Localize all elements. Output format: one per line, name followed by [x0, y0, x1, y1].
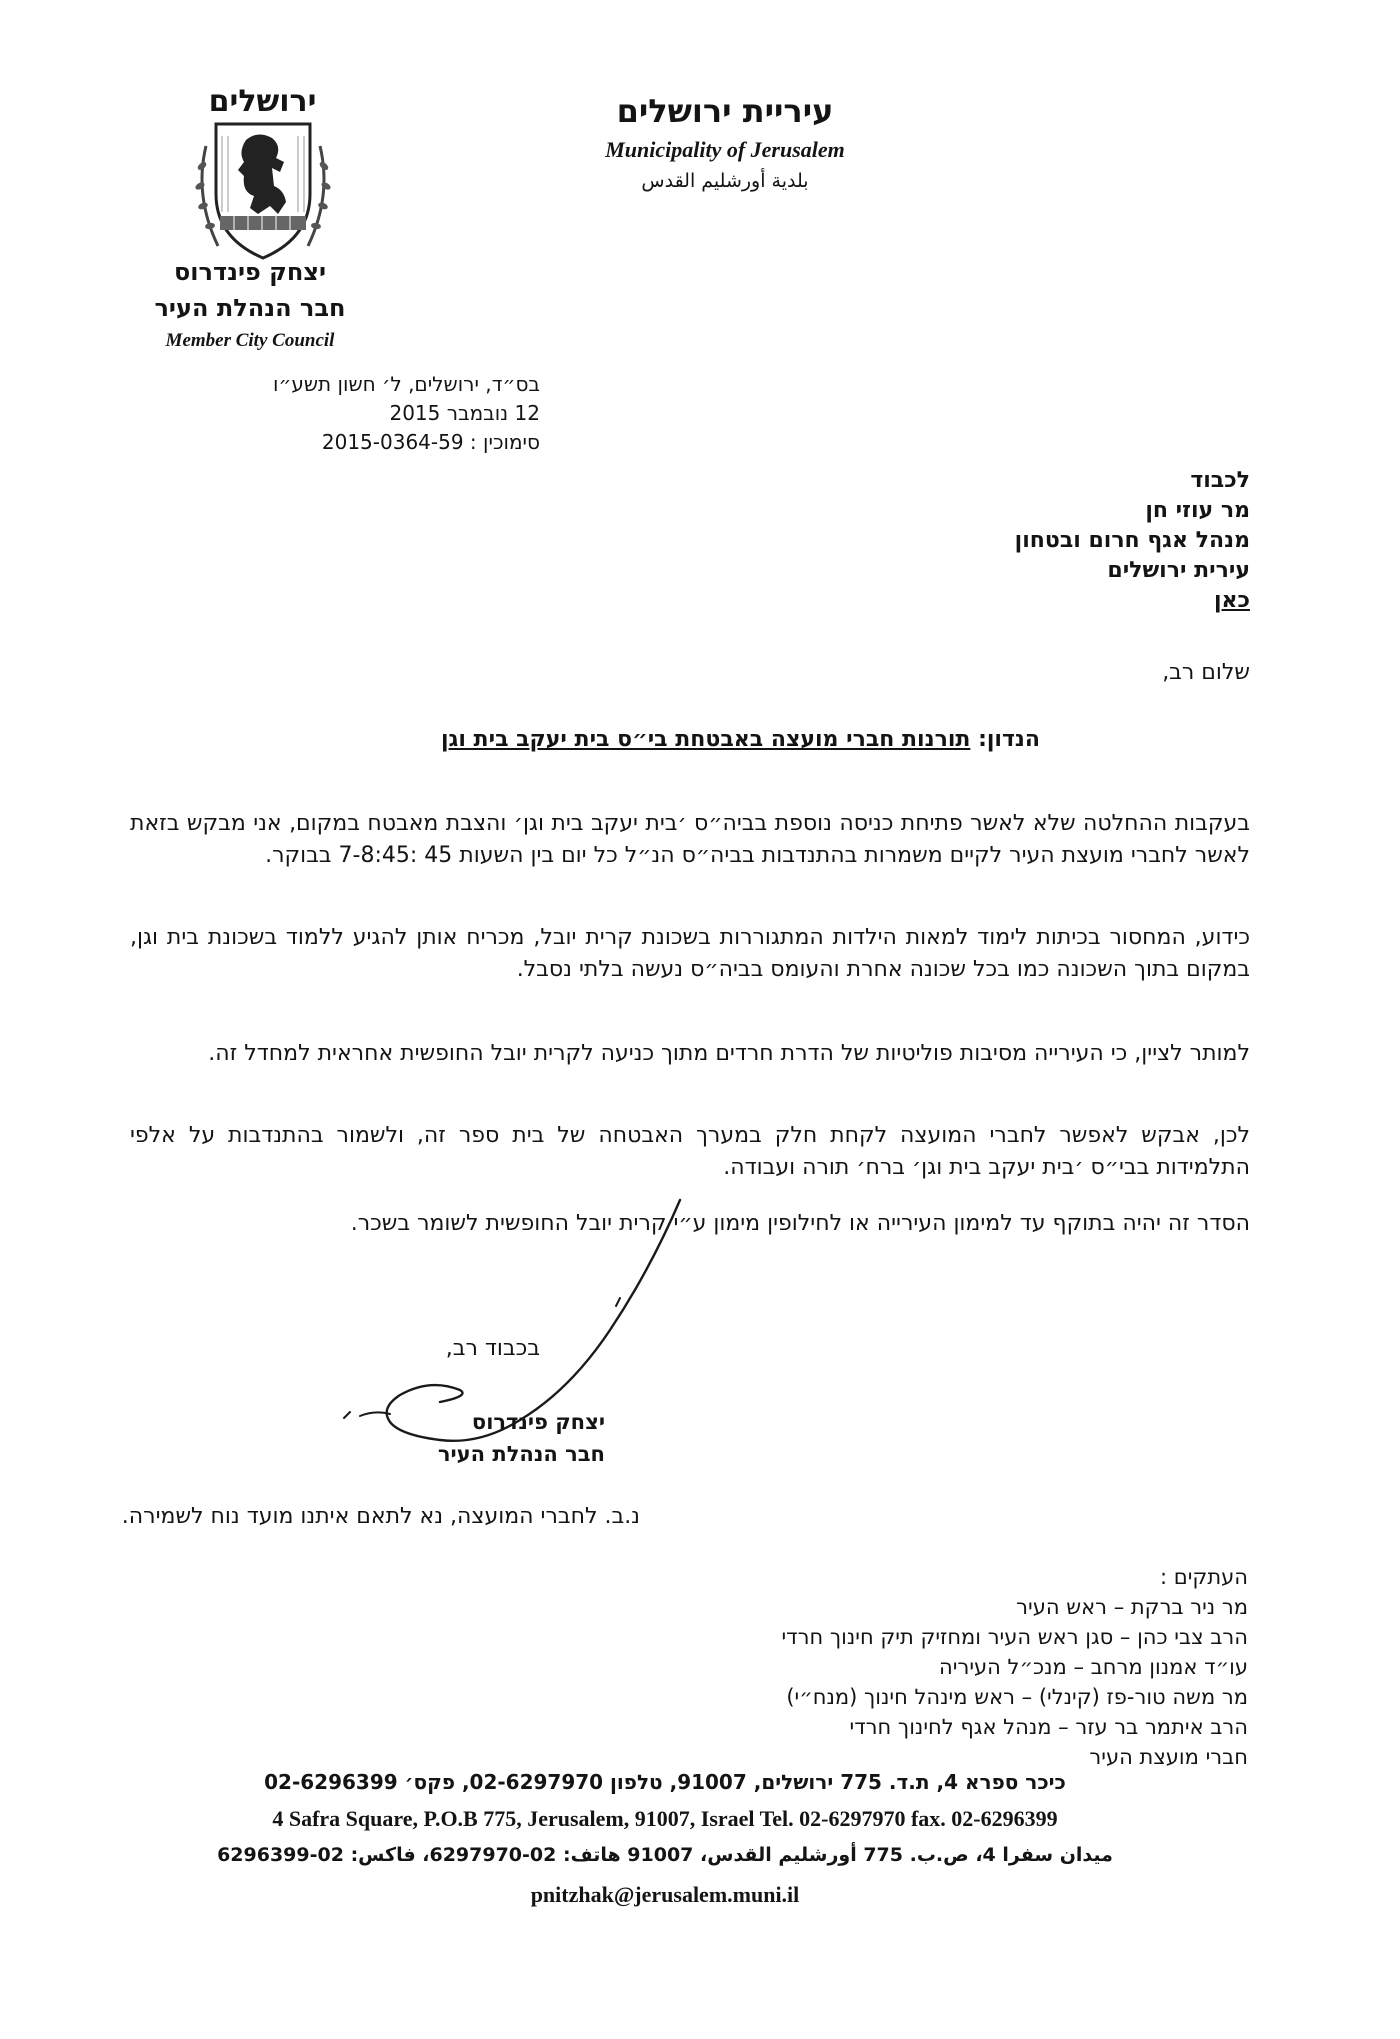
body-paragraph-5: הסדר זה יהיה בתוקף עד למימון העירייה או לחילופין מימון ע״י קרית יובל החופשית לשומר בשכר. — [350, 1211, 1250, 1236]
copies-item: מר משה טור-פז (קינלי) – ראש מינהל חינוך (מנח״י) — [786, 1685, 1248, 1709]
recipient-name: מר עוזי חן — [1145, 498, 1250, 523]
signatory-name: יצחק פינדרוס — [471, 1410, 605, 1434]
copies-item: הרב איתמר בר עזר – מנהל אגף לחינוך חרדי — [849, 1715, 1248, 1739]
date-block — [180, 370, 540, 457]
subject-line — [441, 727, 1040, 752]
copies-item: חברי מועצת העיר — [1089, 1745, 1248, 1769]
reference-number: סימוכין : 2015-0364-59 — [321, 430, 540, 454]
footer-address-hebrew: כיכר ספרא 4, ת.ד. 775 ירושלים, 91007, טלפון 02-6297970, פקס׳ 02-6296399 — [264, 1770, 1066, 1794]
municipality-hebrew: עיריית ירושלים — [616, 92, 834, 130]
councilor-name: יצחק פינדרוס — [173, 258, 327, 286]
copies-item: הרב צבי כהן – סגן ראש העיר ומחזיק תיק חינוך חרדי — [781, 1625, 1248, 1649]
footer-email: pnitzhak@jerusalem.muni.il — [530, 1882, 800, 1907]
recipient-location: כאן — [1213, 588, 1250, 613]
subject-label: הנדון: — [978, 727, 1040, 752]
copies-item: עו״ד אמנון מרחב – מנכ״ל העיריה — [939, 1655, 1248, 1679]
gregorian-date: 12 נובמבר 2015 — [389, 401, 540, 425]
hebrew-date: בס״ד, ירושלים, ל׳ חשון תשע״ו — [273, 372, 540, 396]
municipality-arabic: بلدية أورشليم القدس — [641, 170, 809, 192]
jerusalem-coat-of-arms-icon — [188, 116, 338, 266]
body-paragraph-4: לכן, אבקש לאפשר לחברי המועצה לקחת חלק במערך האבטחה של בית ספר זה, ולשמור בהתנדבות על אלפי התלמידות בבי״ס ׳בית יעקב בית וגן׳ ברח׳ תורה ועבודה. — [130, 1123, 1250, 1180]
emblem-city-name: ירושלים — [208, 84, 317, 119]
recipient-title: מנהל אגף חרום ובטחון — [1014, 528, 1250, 553]
councilor-role: חבר הנהלת העיר — [154, 294, 346, 322]
copies-list — [781, 1562, 1248, 1772]
copies-item: מר ניר ברקת – ראש העיר — [1016, 1595, 1248, 1619]
recipient-block — [830, 466, 1250, 616]
footer-address-english: 4 Safra Square, P.O.B 775, Jerusalem, 91007, Israel Tel. 02-6297970 fax. 02-6296399 — [272, 1806, 1058, 1831]
recipient-organization: עירית ירושלים — [1107, 558, 1250, 583]
body-paragraph-3: למותר לציין, כי העירייה מסיבות פוליטיות של הדרת חרדים מתוך כניעה לקרית יובל החופשית אחראית למחדל זה. — [208, 1041, 1250, 1066]
footer-address-arabic: ميدان سفرا 4، ص.ب. 775 أورشليم القدس، 91007 هاتف: 02-6297970، فاكس: 02-6296399 — [217, 1844, 1113, 1866]
member-city-council-label: Member City Council — [165, 330, 335, 351]
recipient-honorific: לכבוד — [1190, 468, 1250, 493]
postscript: נ.ב. לחברי המועצה, נא לתאם איתנו מועד נוח לשמירה. — [121, 1504, 640, 1529]
body-paragraph-2: כידוע, המחסור בכיתות לימוד למאות הילדות המתגוררות בשכונת קרית יובל, מכריח אותן להגיע ללמוד בשכונת בית וגן, במקום בתוך השכונה כמו בכל שכונה אחרת והעומס בביה״ס נעשה בלתי נסבל. — [130, 925, 1250, 982]
municipality-english: Municipality of Jerusalem — [605, 137, 845, 162]
signatory-role: חבר הנהלת העיר — [437, 1442, 605, 1466]
subject-text: תורנות חברי מועצה באבטחת בי״ס בית יעקב בית וגן — [440, 727, 971, 752]
copies-title: העתקים : — [1160, 1565, 1248, 1589]
greeting: שלום רב, — [1162, 660, 1250, 685]
body-paragraph-1: בעקבות ההחלטה שלא לאשר פתיחת כניסה נוספת בביה״ס ׳בית יעקב בית וגן׳ והצבת מאבטח במקום, אני מבקש בזאת לאשר לחברי מועצת העיר לקיים משמרות בהתנדבות בביה״ס הנ״ל כל יום בין השעות 45 :7-8:45 בבוקר. — [130, 811, 1250, 868]
closing: בכבוד רב, — [445, 1336, 540, 1361]
